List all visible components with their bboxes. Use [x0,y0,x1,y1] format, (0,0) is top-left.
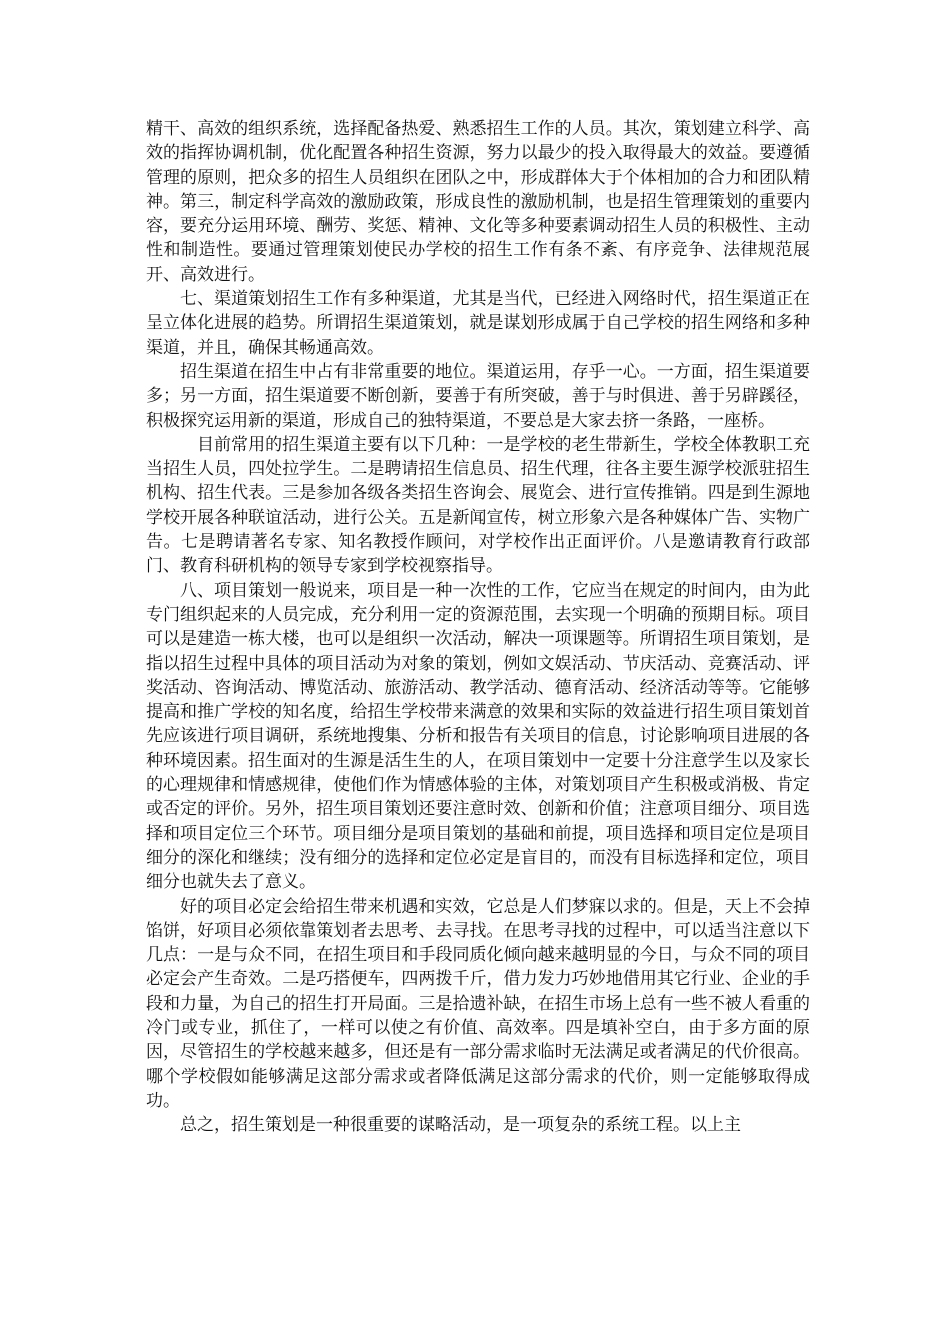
document-page [146,117,810,1137]
paragraph-channel-planning: 七、渠道策划招生工作有多种渠道，尤其是当代，已经进入网络时代，招生渠道正在呈立体化进展的趋势。所谓招生渠道策划，就是谋划形成属于自己学校的招生网络和多种渠道，并且，确保其畅通高效。 [146,289,810,358]
paragraph-management-continued: 精干、高效的组织系统，选择配备热爱、熟悉招生工作的人员。其次，策划建立科学、高效的指挥协调机制，优化配置各种招生资源，努力以最少的投入取得最大的效益。要遵循管理的原则，把众多的招生人员组织在团队之中，形成群体大于个体相加的合力和团队精神。第三，制定科学高效的激励政策，形成良性的激励机制，也是招生管理策划的重要内容，要充分运用环境、酬劳、奖惩、精神、文化等多种要素调动招生人员的积极性、主动性和制造性。要通过管理策划使民办学校的招生工作有条不紊、有序竞争、法律规范展开、高效进行。 [146,119,810,285]
paragraph-common-channels: 目前常用的招生渠道主要有以下几种：一是学校的老生带新生，学校全体教职工充当招生人员，四处拉学生。二是聘请招生信息员、招生代理，往各主要生源学校派驻招生机构、招生代表。三是参加各级各类招生咨询会、展览会、进行宣传推销。四是到生源地学校开展各种联谊活动，进行公关。五是新闻宣传，树立形象六是各种媒体广告、实物广告。七是聘请著名专家、知名教授作顾问，对学校作出正面评价。八是邀请教育行政部门、教育科研机构的领导专家到学校视察指导。 [146,434,810,577]
paragraph-good-projects: 好的项目必定会给招生带来机遇和实效，它总是人们梦寐以求的。但是，天上不会掉馅饼，好项目必须依靠策划者去思考、去寻找。在思考寻找的过程中，可以适当注意以下几点：一是与众不同，在招生项目和手段同质化倾向越来越明显的今日，与众不同的项目必定会产生奇效。二是巧搭便车，四两拨千斤，借力发力巧妙地借用其它行业、企业的手段和力量，为自己的招生打开局面。三是拾遗补缺，在招生市场上总有一些不被人看重的冷门或专业，抓住了，一样可以使之有价值、高效率。四是填补空白，由于多方面的原因，尽管招生的学校越来越多，但还是有一部分需求临时无法满足或者满足的代价很高。哪个学校假如能够满足这部分需求或者降低满足这部分需求的代价，则一定能够取得成功。 [146,896,810,1111]
paragraph-conclusion: 总之，招生策划是一种很重要的谋略活动，是一项复杂的系统工程。以上主 [180,1115,741,1136]
paragraph-project-planning: 八、项目策划一般说来，项目是一种一次性的工作，它应当在规定的时间内，由为此专门组织起来的人员完成，充分利用一定的资源范围，去实现一个明确的预期目标。项目可以是建造一栋大楼，也可以是组织一次活动，解决一项课题等。所谓招生项目策划，是指以招生过程中具体的项目活动为对象的策划，例如文娱活动、节庆活动、竞赛活动、评奖活动、咨询活动、博览活动、旅游活动、教学活动、德育活动、经济活动等等。它能够提高和推广学校的知名度，给招生学校带来满意的效果和实际的效益进行招生项目策划首先应该进行项目调研，系统地搜集、分析和报告有关项目的信息，讨论影响项目进展的各种环境因素。招生面对的生源是活生生的人，在项目策划中一定要十分注意学生以及家长的心理规律和情感规律，使他们作为情感体验的主体，对策划项目产生积极或消极、肯定或否定的评价。另外，招生项目策划还要注意时效、创新和价值；注意项目细分、项目选择和项目定位三个环节。项目细分是项目策划的基础和前提，项目选择和项目定位是项目细分的深化和继续；没有细分的选择和定位必定是盲目的，而没有目标选择和定位，项目细分也就失去了意义。 [146,580,810,893]
paragraph-channel-importance: 招生渠道在招生中占有非常重要的地位。渠道运用，存乎一心。一方面，招生渠道要多；另一方面，招生渠道要不断创新，要善于有所突破，善于与时俱进、善于另辟蹊径，积极探究运用新的渠道，形成自己的独特渠道，不要总是大家去挤一条路，一座桥。 [146,361,810,431]
